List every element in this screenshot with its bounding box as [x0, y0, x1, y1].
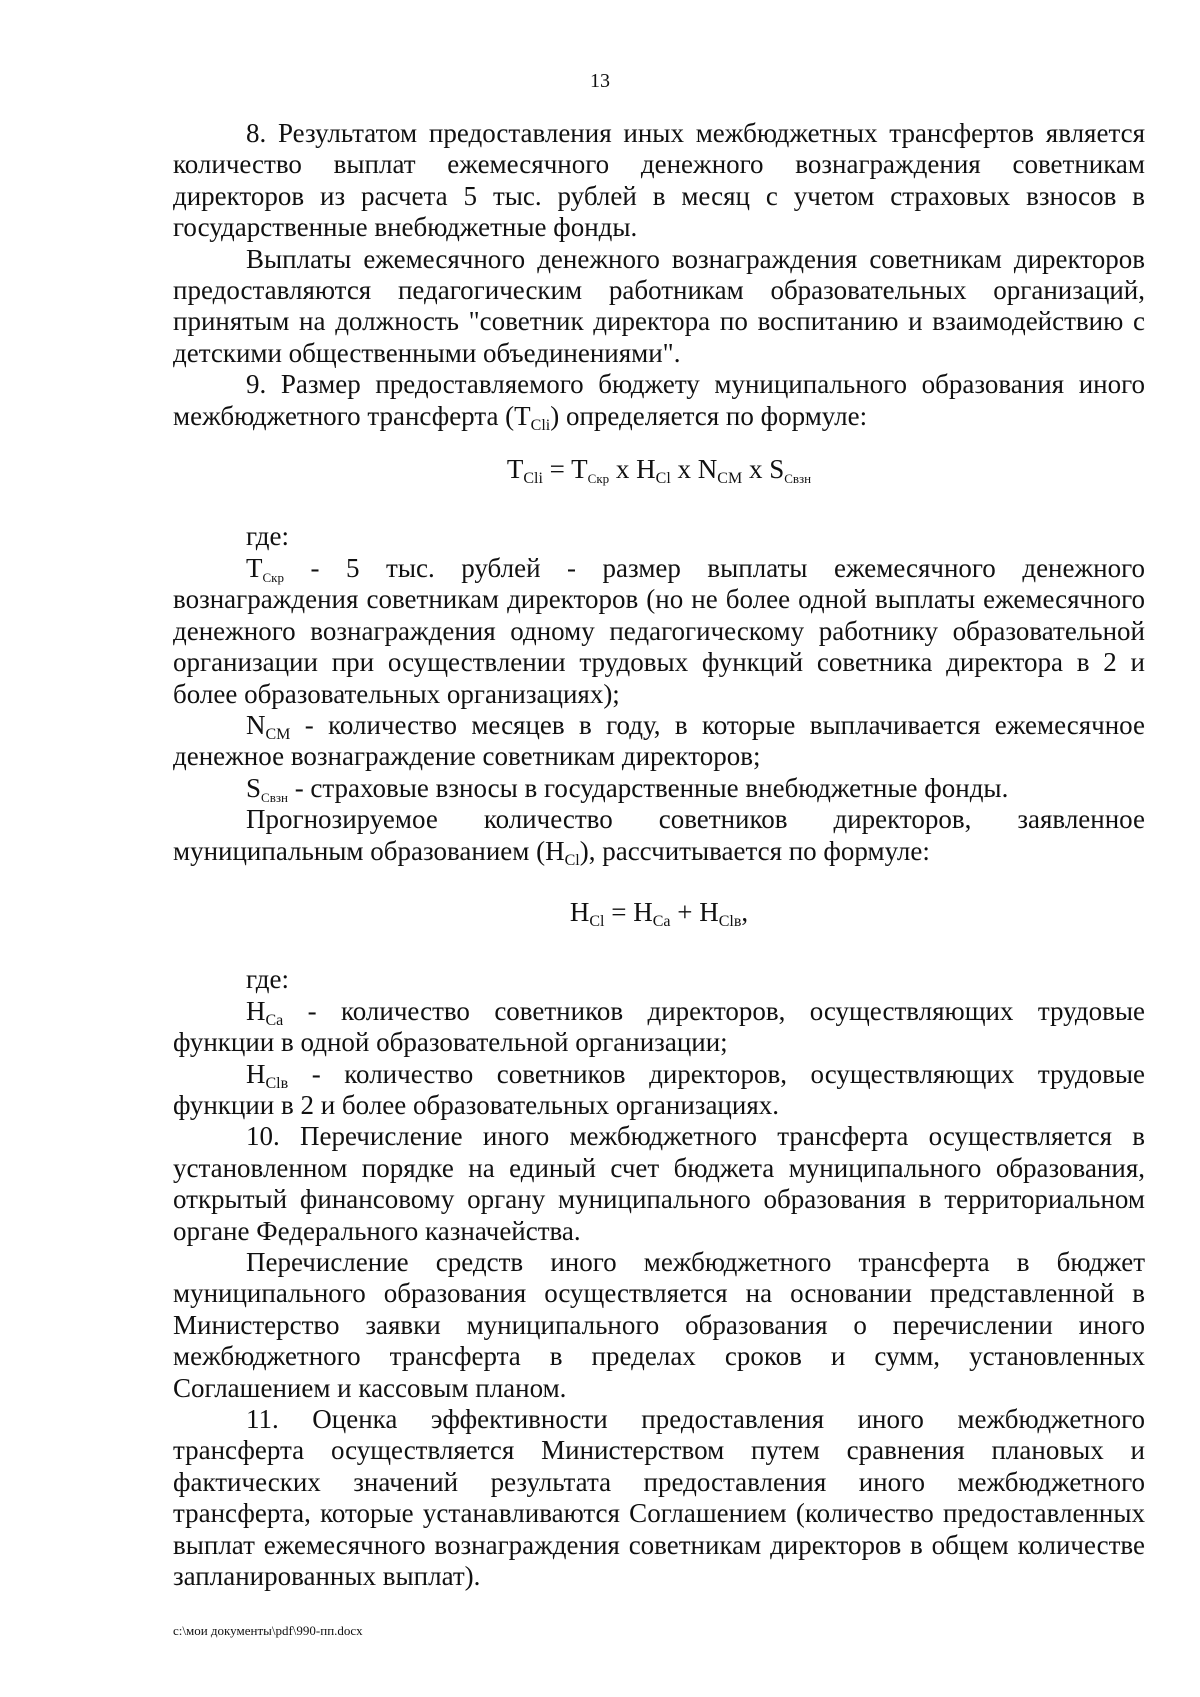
f2-h-sub: Cl [589, 912, 605, 930]
definition-scvzn [173, 773, 1145, 804]
f1-tskr-sub: Скр [587, 471, 610, 487]
f1-h-sub: Cl [655, 470, 671, 488]
f1-n-sub: CM [717, 470, 743, 488]
page-number: 13 [590, 70, 610, 92]
def-s-symbol: S [246, 772, 262, 803]
paragraph-10-transfer: Перечисление средств иного межбюджетного трансферта в бюджет муниципального образования осуществляется на основании представленной в Министерство заявки муниципального образования о перечислении иного межбюджетного трансферта в пределах сроков и сумм, установленных Соглашением и кассовым планом. [173, 1247, 1145, 1403]
paragraph-9 [173, 369, 1145, 432]
definition-hca [173, 996, 1145, 1059]
definition-tskr [173, 553, 1145, 710]
def-n-symbol: N [246, 709, 266, 740]
document-body [173, 118, 1145, 1592]
f1-tskr: T [571, 454, 588, 485]
f2-end: , [741, 896, 749, 927]
def-s-text: - страховые взносы в государственные внебюджетные фонды. [287, 772, 1009, 803]
f2-ha: H [633, 896, 653, 927]
formula-transfer [173, 454, 1145, 488]
paragraph-10: 10. Перечисление иного межбюджетного трансферта осуществляется в установленном порядке на единый счет бюджета муниципального образования, открытый финансовому органу муниципального образования в территориальном органе Федерального казначейства. [173, 1121, 1145, 1246]
def-hca-text: - количество советников директоров, осуществляющих трудовые функции в одной образовательной организации; [173, 995, 1145, 1058]
where-label-2: где: [246, 964, 289, 995]
def-s-sub: Свзн [261, 789, 288, 805]
f2-h: H [569, 896, 590, 927]
forecast-text-pre: Прогнозируемое количество советников директоров, заявленное муниципальным образованием (H [173, 804, 1145, 866]
paragraph-11: 11. Оценка эффективности предоставления иного межбюджетного трансферта осуществляется Министерством путем сравнения плановых и фактических значений результата предоставления иного межбюджетного трансферта, которые устанавливаются Соглашением (количество предоставленных выплат ежемесячного вознаграждения советникам директоров в общем количестве запланированных выплат). [173, 1404, 1145, 1592]
def-hcb-text: - количество советников директоров, осуществляющих трудовые функции в 2 и более образовательных организациях. [173, 1058, 1145, 1120]
paragraph-8-payments: Выплаты ежемесячного денежного вознаграждения советникам директоров предоставляются педагогическим работникам образовательных организаций, принятым на должность "советник директора по воспитанию и взаимодействию с детскими общественными объединениями". [173, 243, 1145, 368]
f1-s: S [769, 454, 785, 485]
def-n-text: - количество месяцев в году, в которые выплачивается ежемесячное денежное вознаграждение советникам директоров; [173, 709, 1145, 772]
def-tskr-text: - 5 тыс. рублей - размер выплаты ежемесячного денежного вознаграждения советникам директоров (но не более одной выплаты ежемесячного денежного вознаграждения одному педагогическому работнику образовательной организации при осуществлении трудовых функций советника директора в 2 и более образовательных организациях); [173, 552, 1145, 709]
definition-hcb [173, 1059, 1145, 1122]
paragraph-8-result: 8. Результатом предоставления иных межбюджетных трансфертов является количество выплат ежемесячного денежного вознаграждения советникам директоров из расчета 5 тыс. рублей в месяц с учетом страховых взносов в государственные внебюджетные фонды. [173, 118, 1145, 243]
def-hca-symbol: H [246, 995, 266, 1026]
f2-hb-sub: Clв [718, 912, 742, 930]
f1-h: H [636, 454, 656, 485]
def-hcb-symbol: H [246, 1058, 266, 1089]
f2-ha-sub: Ca [652, 912, 671, 930]
f1-x1: x [609, 454, 637, 485]
f1-x2: x [670, 454, 698, 485]
f1-t: T [506, 454, 524, 485]
f1-x3: x [742, 454, 770, 485]
forecast-sub: Cl [564, 851, 580, 869]
def-tskr-symbol: T [246, 552, 263, 583]
f2-plus: + [670, 896, 700, 927]
f1-t-sub: Cli [523, 470, 543, 488]
f1-s-sub: Свзн [784, 471, 812, 487]
f1-n: N [697, 454, 718, 485]
def-tskr-sub: Скр [262, 569, 284, 585]
p9-text-post: ) определяется по формуле: [550, 400, 868, 431]
paragraph-forecast [173, 804, 1145, 867]
definition-ncm [173, 710, 1145, 773]
p9-text-pre: 9. Размер предоставляемого бюджету муниципального образования иного межбюджетного трансферта (T [173, 369, 1145, 431]
footer-file-path: c:\мои документы\pdf\990-пп.docx [173, 1623, 363, 1638]
f2-hb: H [699, 896, 719, 927]
def-hca-sub: Ca [265, 1011, 284, 1029]
f2-eq: = [604, 896, 634, 927]
p9-sub: Cli [530, 416, 551, 434]
forecast-text-post: ), рассчитывается по формуле: [579, 835, 930, 866]
where-label-1: где: [246, 521, 289, 552]
formula-advisors [173, 897, 1145, 928]
def-hcb-sub: Clв [265, 1074, 289, 1092]
f1-eq: = [542, 454, 572, 485]
def-n-sub: CM [265, 725, 291, 743]
